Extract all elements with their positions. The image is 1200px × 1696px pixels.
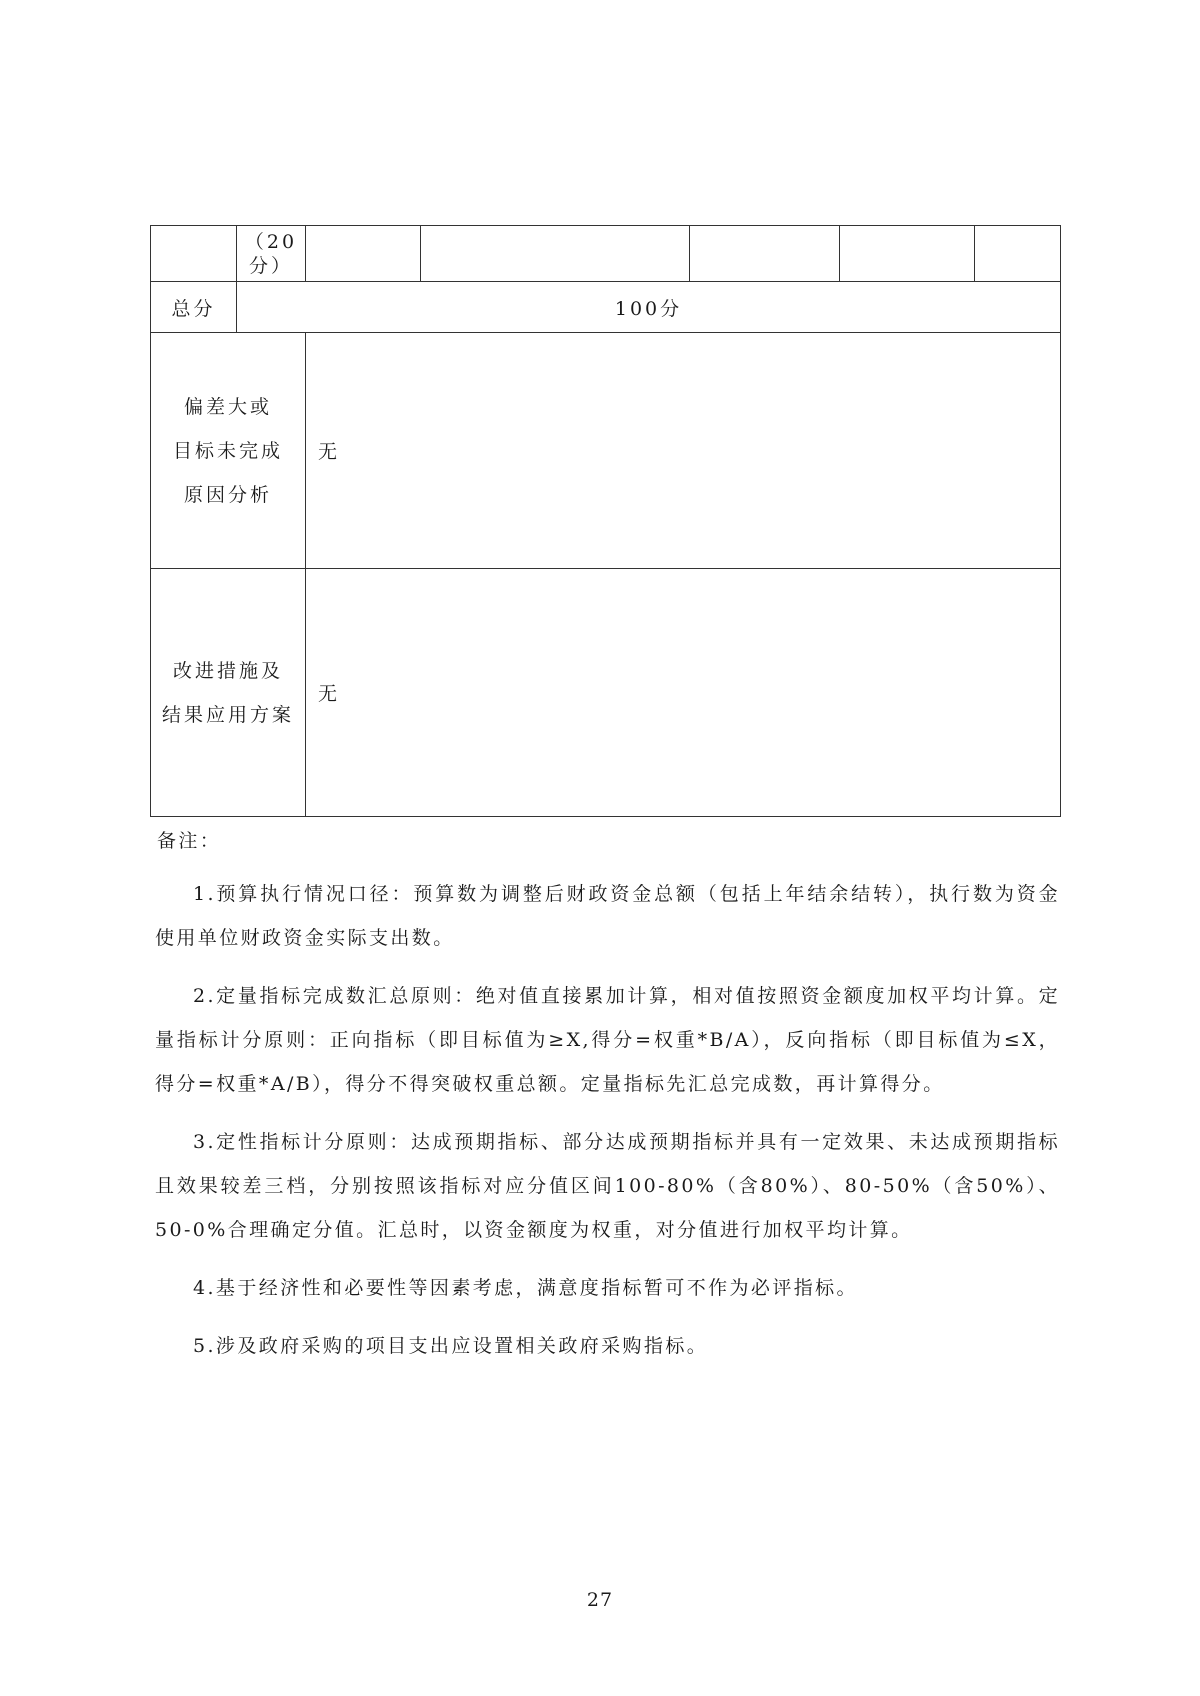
improvement-label-line2: 结果应用方案: [161, 703, 294, 726]
table-row-total: [151, 282, 1061, 333]
evaluation-table: [150, 225, 1061, 817]
notes-title: 备注：: [157, 830, 222, 852]
deviation-label-line1: 偏差大或: [183, 395, 272, 418]
table-cell-empty: [151, 226, 237, 282]
deviation-content: 无: [306, 333, 1061, 569]
page-number: 27: [586, 1589, 614, 1611]
improvement-content: 无: [306, 569, 1061, 817]
note-item-1: 1.预算执行情况口径：预算数为调整后财政资金总额（包括上年结余结转），执行数为资金使用单位财政资金实际支出数。: [155, 883, 1060, 949]
note-item-3: 3.定性指标计分原则：达成预期指标、部分达成预期指标并具有一定效果、未达成预期指标且效果较差三档，分别按照该指标对应分值区间100-80%（含80%）、80-50%（含50%）、50-0%合理确定分值。汇总时，以资金额度为权重，对分值进行加权平均计算。: [155, 1131, 1060, 1241]
table-row-improvement-plan: [151, 569, 1061, 817]
improvement-label: [151, 569, 306, 817]
note-item-2: 2.定量指标完成数汇总原则：绝对值直接累加计算，相对值按照资金额度加权平均计算。定量指标计分原则：正向指标（即目标值为≥X,得分=权重*B/A），反向指标（即目标值为≤X，得分=权重*A/B），得分不得突破权重总额。定量指标先汇总完成数，再计算得分。: [155, 985, 1060, 1095]
table-cell-empty: [421, 226, 690, 282]
note-item-5: 5.涉及政府采购的项目支出应设置相关政府采购指标。: [193, 1335, 709, 1357]
table-cell-score-weight: [237, 226, 306, 282]
table-cell-empty: [840, 226, 975, 282]
table-row-score-continuation: [151, 226, 1061, 282]
deviation-label-line3: 原因分析: [183, 483, 272, 506]
score-weight-line1: （20: [244, 230, 298, 253]
improvement-label-line1: 改进措施及: [172, 659, 283, 682]
table-cell-empty: [690, 226, 840, 282]
total-value: 100分: [237, 282, 1061, 333]
total-label: 总分: [151, 282, 237, 333]
score-weight-line2: 分）: [248, 254, 293, 277]
deviation-label-line2: 目标未完成: [172, 439, 283, 462]
evaluation-table-container: [150, 225, 1060, 817]
table-row-deviation-analysis: [151, 333, 1061, 569]
notes-section: [155, 826, 1060, 1382]
table-cell-empty: [306, 226, 421, 282]
table-cell-empty: [975, 226, 1061, 282]
note-item-4: 4.基于经济性和必要性等因素考虑，满意度指标暂可不作为必评指标。: [193, 1277, 858, 1299]
deviation-label: [151, 333, 306, 569]
